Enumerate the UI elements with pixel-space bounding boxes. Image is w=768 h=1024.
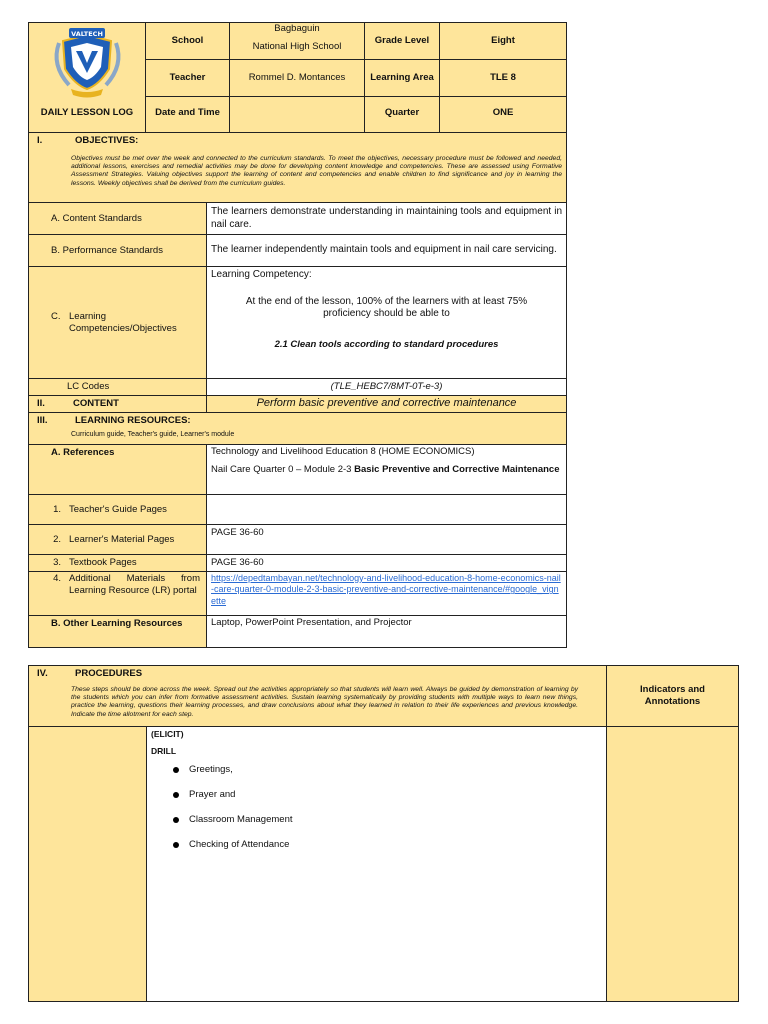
learning-resources-heading: III. LEARNING RESOURCES: (37, 415, 191, 426)
learning-competencies-label: C. Learning Competencies/Objectives (29, 267, 207, 379)
bullet-icon (173, 792, 179, 798)
logo-text: VALTECH (71, 30, 103, 38)
performance-standards-value: The learner independently maintain tools and equipment in nail care servicing. (207, 235, 567, 267)
quarter-value: ONE (440, 97, 567, 133)
learning-area-label: Learning Area (365, 60, 440, 97)
grade-level-label: Grade Level (365, 23, 440, 60)
header-table (28, 22, 567, 133)
drill-item-label: Greetings, (189, 764, 233, 776)
textbook-label: 3. Textbook Pages (29, 555, 207, 572)
activity-label: DRILL (151, 745, 177, 756)
procedures-heading: IV. PROCEDURES (37, 668, 143, 679)
drill-item (173, 814, 602, 826)
teachers-guide-label: 1. Teacher's Guide Pages (29, 495, 207, 525)
content-standards-value: The learners demonstrate understanding in maintaining tools and equipment in nail care. (207, 203, 567, 235)
bullet-icon (173, 767, 179, 773)
additional-materials-label: 4. Additional Materials from Learning Resource (LR) portal (29, 572, 207, 616)
logo-cell (29, 23, 146, 133)
performance-standards-label: B. Performance Standards (29, 235, 207, 267)
objectives-section (29, 133, 567, 203)
learning-area-value: TLE 8 (440, 60, 567, 97)
references-value: Technology and Livelihood Education 8 (HOME ECONOMICS) Nail Care Quarter 0 – Module 2-3 Basic Preventive and Corrective Maintenance (207, 445, 567, 495)
date-time-value (230, 97, 365, 133)
textbook-value: PAGE 36-60 (207, 555, 567, 572)
competency-heading: Learning Competency: (211, 269, 312, 280)
drill-item (173, 764, 602, 776)
bullet-icon (173, 842, 179, 848)
teacher-value: Rommel D. Montances (230, 60, 365, 97)
teacher-label: Teacher (146, 60, 230, 97)
school-logo (29, 23, 146, 103)
learning-resources-section (29, 413, 567, 445)
drill-list (173, 764, 602, 851)
content-value: Perform basic preventive and corrective maintenance (207, 396, 567, 413)
objectives-table (28, 132, 567, 648)
learning-resources-note: Curriculum guide, Teacher's guide, Learner's module (71, 430, 235, 438)
competency-intro: At the end of the lesson, 100% of the learners with at least 75% proficiency should be able to (245, 295, 528, 319)
phase-label: (ELICIT) (151, 729, 184, 739)
daily-lesson-log-title: DAILY LESSON LOG (40, 107, 134, 119)
learners-material-value: PAGE 36-60 (207, 525, 567, 555)
drill-item-label: Checking of Attendance (189, 838, 290, 850)
drill-item-label: Prayer and (189, 789, 236, 801)
bullet-icon (173, 817, 179, 823)
content-standards-label: A. Content Standards (29, 203, 207, 235)
indicators-annotations-header: Indicators and Annotations (607, 666, 739, 727)
procedures-left-column (29, 727, 147, 1002)
lc-codes-value: (TLE_HEBC7/8MT-0T-e-3) (207, 379, 567, 396)
other-resources-value: Laptop, PowerPoint Presentation, and Projector (207, 616, 567, 648)
competency-item: 2.1 Clean tools according to standard procedures (274, 338, 499, 350)
teachers-guide-value (207, 495, 567, 525)
content-heading: II. CONTENT (29, 396, 207, 413)
procedures-content (147, 727, 607, 1002)
date-time-label: Date and Time (146, 97, 230, 133)
grade-level-value: Eight (440, 23, 567, 60)
learners-material-label: 2. Learner's Material Pages (29, 525, 207, 555)
procedures-section (29, 666, 607, 727)
procedures-table (28, 665, 739, 1002)
drill-item (173, 839, 602, 851)
lr-portal-link[interactable]: https://depedtambayan.net/technology-and-livelihood-education-8-home-economics-nail-care-quarter-0-module-2-3-basic-preventive-and-corrective-maintenance/#google_vignette (211, 573, 561, 606)
objectives-title: OBJECTIVES: (75, 135, 139, 146)
drill-item (173, 789, 602, 801)
references-label: A. References (29, 445, 207, 495)
objectives-number: I. (37, 135, 43, 146)
learning-competencies-value (207, 267, 567, 379)
additional-materials-value (207, 572, 567, 616)
procedures-note: These steps should be done across the week. Spread out the activities appropriately so that students will learn well. Always be guided by demonstration of learning by the students which you can infer from formative assessment activities. Sustain learning systematically by providing students with multiple ways to learn new things, practice the learning, questions their learning processes, and draw conclusions about what they learned in relation to their life experiences and previous knowledge. Indicate the time allotment for each step. (71, 685, 578, 718)
drill-item-label: Classroom Management (189, 814, 293, 825)
quarter-label: Quarter (365, 97, 440, 133)
school-value: Bagbaguin National High School (230, 23, 365, 60)
school-label: School (146, 23, 230, 60)
indicators-annotations-cell (607, 727, 739, 1002)
lc-codes-label: LC Codes (29, 379, 207, 396)
objectives-heading (33, 135, 562, 147)
other-resources-label: B. Other Learning Resources (29, 616, 207, 648)
objectives-note: Objectives must be met over the week and connected to the curriculum standards. To meet the objectives, necessary procedure must be followed and needed, additional lessons, exercises and remedial activities may be done for developing content knowledge and competencies. These are assessed using Formative Assessment Strategies. Valuing objectives support the learning of content and competencies and enable children to find significance and joy in learning the lessons. Weekly objectives shall be derived from the curriculum guides. (71, 154, 563, 187)
